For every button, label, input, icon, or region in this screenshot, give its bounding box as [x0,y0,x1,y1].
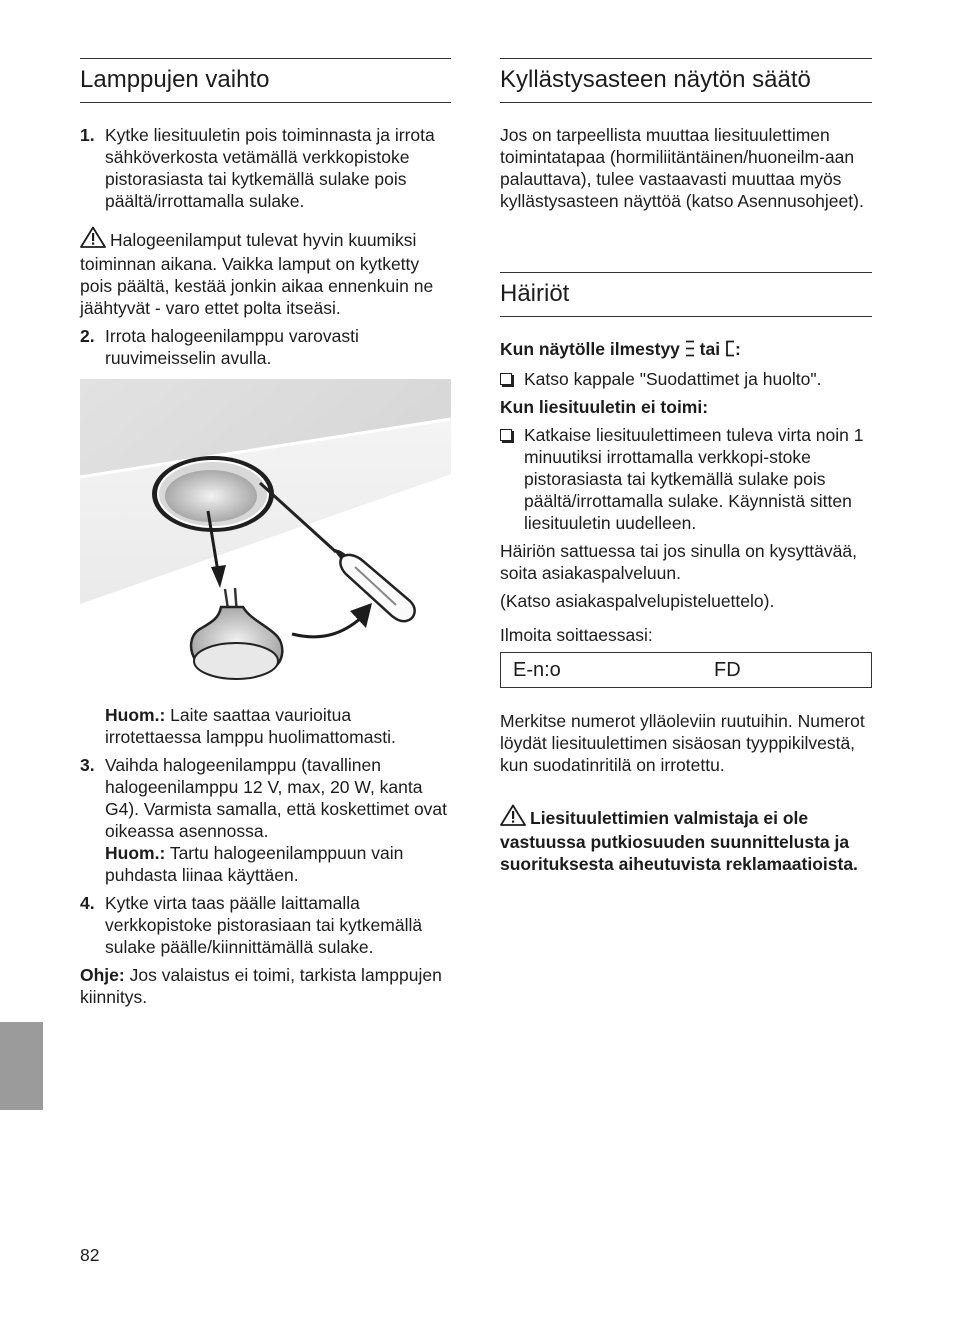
note-label: Huom.: [105,843,166,863]
display-c-symbol-icon [725,340,735,362]
list-item [500,368,872,390]
note-paragraph [80,704,451,748]
page-number: 82 [80,1245,100,1265]
report-paragraph: Ilmoita soittaessasi: [500,625,653,645]
display-fault-subheading: Kun näytölle ilmestyy tai : [500,338,872,362]
liability-warning [500,804,872,875]
note-label: Huom.: [105,705,166,725]
section-title-saturation-display: Kyllästysasteen näytön säätö [500,58,872,103]
side-tab-marker [0,1022,43,1110]
left-column [80,58,451,1008]
checkbox-bullet-icon [500,368,524,390]
step-1 [80,124,451,212]
e-number-label: E-n:o [513,659,561,681]
section-title-lamp-replacement: Lamppujen vaihto [80,58,451,103]
liability-warning-text: Liesituulettimien valmistaja ei ole vastuussa putkiosuuden suunnittelusta ja suorituksesta aiheutuvista reklamaatioista. [500,808,858,874]
step-text: Vaihda halogeenilamppu (tavallinen halogeenilamppu 12 V, max, 20 W, kanta G4). Varmista samalla, että koskettimet ovat oikeassa asennossa. [105,755,448,841]
saturation-paragraph: Jos on tarpeellista muuttaa liesituulettimen toimintatapaa (hormiliitäntäinen/huoneilm-aan palauttava), tulee vastaavasti muuttaa myös kyllästysasteen näyttöä (katso Asennusohjeet). [500,125,864,211]
note-text: Laite saattaa vaurioitua irrotettaessa lamppu huolimattomasti. [105,705,396,747]
step-4 [80,892,451,958]
service-paragraph: Häiriön sattuessa tai jos sinulla on kysyttävää, soita asiakaspalveluun. [500,541,857,583]
step-text: Kytke liesituuletin pois toiminnasta ja irrota sähköverkosta vetämällä verkkopistoke pistorasiasta tai kytkemällä sulake pois päältä/irrottamalla sulake. [105,125,435,211]
step-number: 1. [80,125,95,145]
section-title-faults: Häiriöt [500,272,872,317]
warning-triangle-icon [500,804,526,831]
tip-paragraph [80,964,451,1008]
right-column [500,58,872,875]
checkbox-bullet-icon [500,424,524,534]
model-number-box [500,652,872,688]
step-number: 4. [80,893,95,913]
tip-label: Ohje: [80,965,125,985]
lamp-removal-illustration [80,379,451,688]
rating-plate-paragraph: Merkitse numerot ylläoleviin ruutuihin. Numerot löydät liesituulettimen sisäosan tyyppikilvestä, kun suodatinritilä on irrotettu. [500,711,865,775]
step-3 [80,754,451,886]
warning-paragraph [80,226,451,319]
display-symbol-icon [685,340,695,362]
step-text: Kytke virta taas päälle laittamalla verkkopistoke pistorasiaan tai kytkemällä sulake päälle/kiinnittämällä sulake. [105,893,423,957]
bullet-text: Katso kappale "Suodattimet ja huolto". [524,369,822,389]
service-list-paragraph: (Katso asiakaspalvelupisteluettelo). [500,591,775,611]
bullet-text: Katkaise liesituulettimeen tuleva virta noin 1 minuutiksi irrottamalla verkkopi-stoke pistorasiasta tai kytkemällä sulake pois päältä/irrottamalla sulake. Käynnistä sitten liesituuletin uudelleen. [524,425,864,533]
list-item [500,424,872,534]
step-text: Irrota halogeenilamppu varovasti ruuvimeisselin avulla. [105,326,359,368]
tip-text: Jos valaistus ei toimi, tarkista lamppujen kiinnitys. [80,965,442,1007]
note-text: Tartu halogeenilamppuun vain puhdasta liinaa käyttäen. [105,843,404,885]
not-working-subheading: Kun liesituuletin ei toimi: [500,397,709,417]
warning-text: Halogeenilamput tulevat hyvin kuumiksi toiminnan aikana. Vaikka lamput on kytketty pois päältä, kestää jonkin aikaa ennenkuin ne jäähtyvät - varo ettet polta itseäsi. [80,230,434,318]
warning-triangle-icon [80,226,106,253]
fd-label: FD [714,659,741,681]
step-number: 2. [80,326,95,346]
step-2 [80,325,451,369]
step-number: 3. [80,755,95,775]
